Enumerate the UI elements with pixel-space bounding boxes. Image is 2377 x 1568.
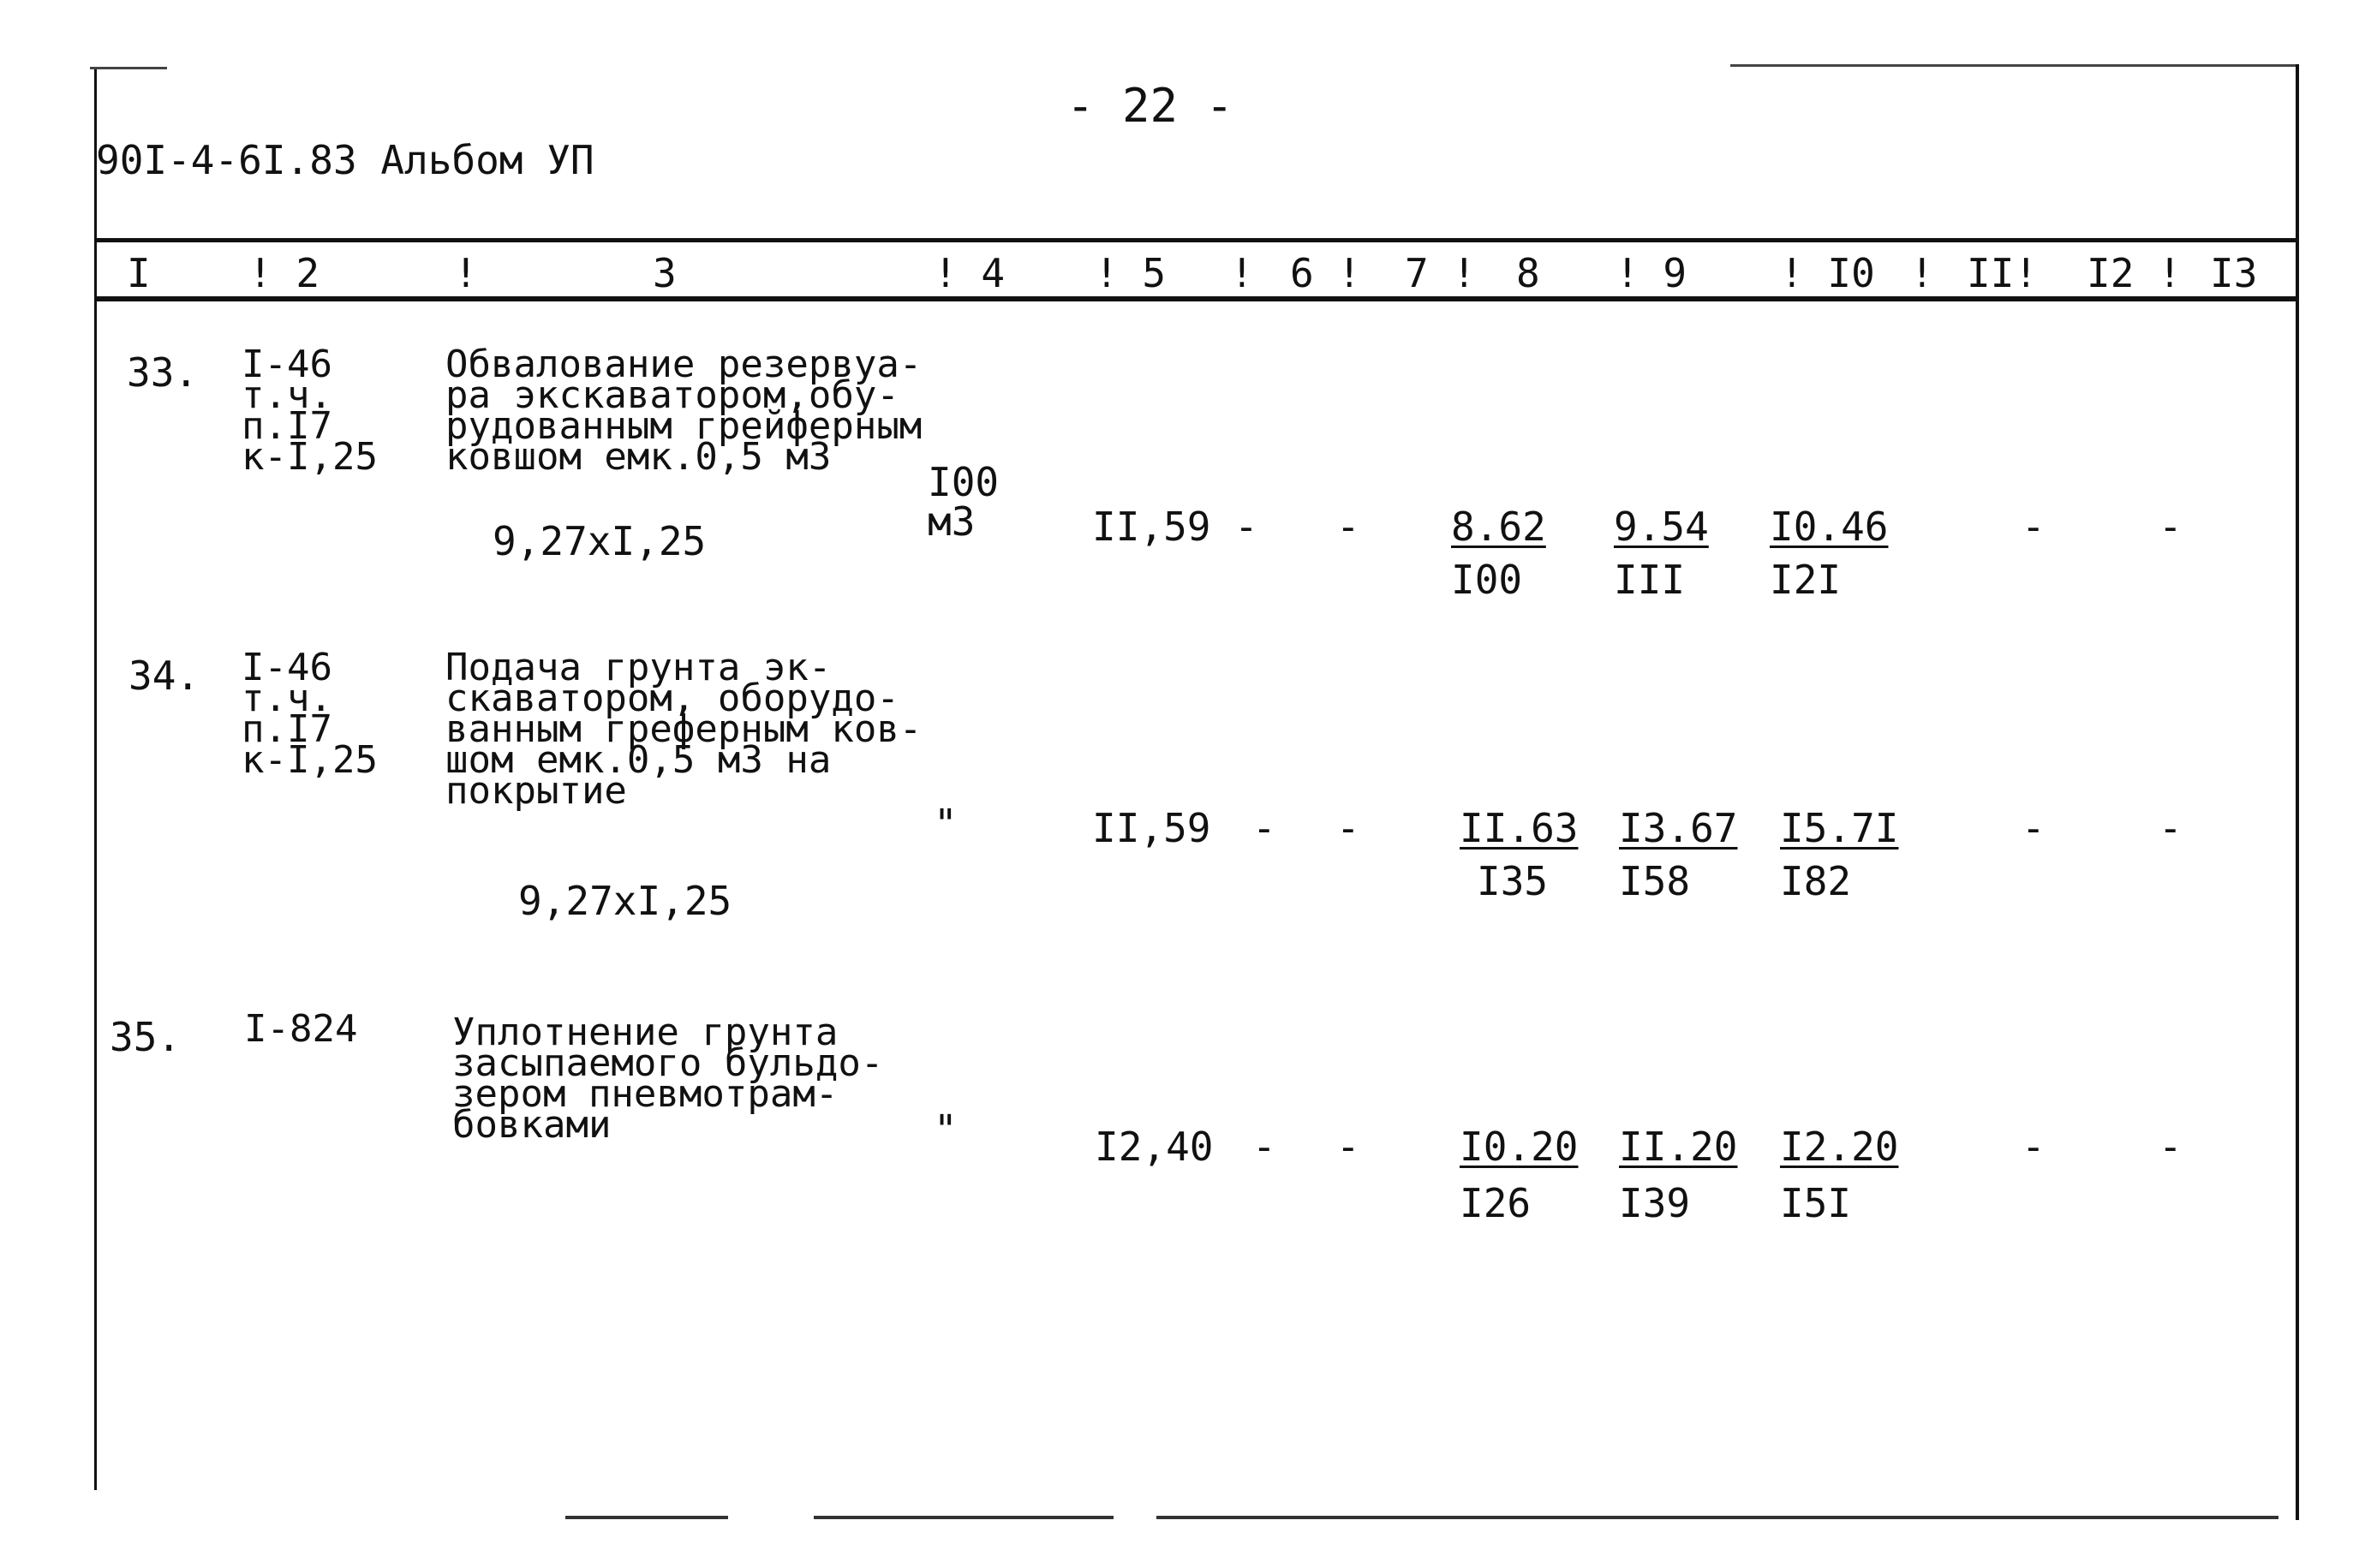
column-header-7: 7 ! [1405,250,1477,296]
table-top-rule [94,238,2296,242]
row-value-5: II,59 - [1092,504,1258,550]
column-header-1: I [127,250,151,296]
unit-line: м3 [928,498,976,545]
row-number: 34. [128,653,200,699]
row-value-8-index: I00 [1451,557,1523,603]
description-line: покрытие [445,769,627,813]
top-border-right [1730,64,2296,67]
column-header-separator: ! [1910,250,1934,296]
row-value-8-price: II.63 [1460,805,1579,851]
unit-line: I00 [928,459,1000,505]
description-line: ковшом емк.0,5 м3 [445,435,832,479]
column-header-11: II! [1967,250,2039,296]
row-value-9-index: III [1614,557,1686,603]
row-value-13: - [2159,805,2183,851]
top-border-fragment [90,67,167,69]
document-code: 90I-4-6I.83 Альбом УП [96,137,594,183]
description-line: ванным греферным ков- [445,707,923,751]
row-value-8-price: 8.62 [1451,504,1546,550]
column-header-4: ! 4 [934,250,1006,296]
row-code [244,1007,358,1051]
row-value-5-dash: - [1252,1124,1276,1170]
row-description [452,1011,884,1147]
code-line: т.ч. [242,373,332,417]
row-unit [928,459,1000,545]
row-formula: 9,27xI,25 [493,518,707,564]
description-line: бовками [452,1103,612,1147]
code-line: I-46 [242,343,332,386]
row-code [242,646,378,782]
column-header-separator: ! [1230,250,1254,296]
description-line: ра экскаватором,обу- [445,373,899,417]
code-line: к-I,25 [242,738,378,782]
row-value-5-dash: - [1252,805,1276,851]
code-line: I-46 [242,646,332,689]
description-line: засыпаемого бульдо- [452,1041,884,1085]
row-value-10-price: I5.7I [1780,805,1899,851]
code-line: т.ч. [242,677,332,720]
row-code [242,343,378,479]
row-unit: " [934,801,958,847]
row-unit: " [934,1106,958,1153]
column-header-13: I3 [2210,250,2258,296]
description-line: скаватором, оборудо- [445,677,899,720]
column-header-12: I2 ! [2087,250,2182,296]
row-value-9-price: II.20 [1619,1124,1738,1170]
code-line: к-I,25 [242,435,378,479]
column-header-6: 6 ! [1290,250,1362,296]
left-border [94,69,97,1490]
description-line: Уплотнение грунта [452,1011,839,1054]
row-value-13: - [2159,1124,2183,1170]
code-line: I-824 [244,1007,358,1051]
right-border [2296,64,2299,1520]
bottom-border-fragment [814,1516,1114,1519]
row-number: 35. [110,1014,182,1060]
description-line: рудованным грейферным [445,404,923,448]
row-value-8-price: I0.20 [1460,1124,1579,1170]
row-value-9-index: I58 [1619,858,1691,904]
page-number: - 22 - [1066,79,1234,133]
row-value-10-index: I2I [1770,557,1842,603]
description-line: Подача грунта эк- [445,646,832,689]
row-value-9-price: I3.67 [1619,805,1738,851]
row-value-11: - [2022,1124,2046,1170]
row-value-5: II,59 [1092,805,1211,851]
row-value-9-price: 9.54 [1614,504,1709,550]
row-value-10-index: I82 [1780,858,1852,904]
column-header-5: ! 5 [1095,250,1167,296]
row-value-9-index: I39 [1619,1180,1691,1226]
description-line: шом емк.0,5 м3 на [445,738,832,782]
row-value-13: - [2159,504,2183,550]
row-value-10-index: I5I [1780,1180,1852,1226]
column-header-separator: ! [454,250,478,296]
code-line: п.I7 [242,707,332,751]
row-value-8-index: I35 [1477,858,1549,904]
row-value-6: - [1336,805,1360,851]
column-header-8: 8 [1516,250,1540,296]
row-value-10-price: I0.46 [1770,504,1889,550]
column-header-3: 3 [653,250,677,296]
table-header-rule [94,296,2296,301]
column-header-2: ! 2 [248,250,320,296]
row-value-11: - [2022,805,2046,851]
row-value-8-index: I26 [1460,1180,1532,1226]
description-line: Обвалование резервуа- [445,343,923,386]
bottom-border-right [1156,1516,2278,1519]
column-header-9: ! 9 [1616,250,1687,296]
row-value-11: - [2022,504,2046,550]
code-line: п.I7 [242,404,332,448]
row-description [445,343,923,479]
column-header-10: ! I0 [1780,250,1875,296]
bottom-border-fragment [565,1516,728,1519]
row-formula: 9,27xI,25 [518,878,732,924]
description-line: зером пневмотрам- [452,1072,839,1116]
row-description [445,646,923,813]
row-value-6: - [1336,504,1360,550]
row-value-5: I2,40 [1095,1124,1214,1170]
row-value-10-price: I2.20 [1780,1124,1899,1170]
row-value-6: - [1336,1124,1360,1170]
row-number: 33. [127,349,199,396]
